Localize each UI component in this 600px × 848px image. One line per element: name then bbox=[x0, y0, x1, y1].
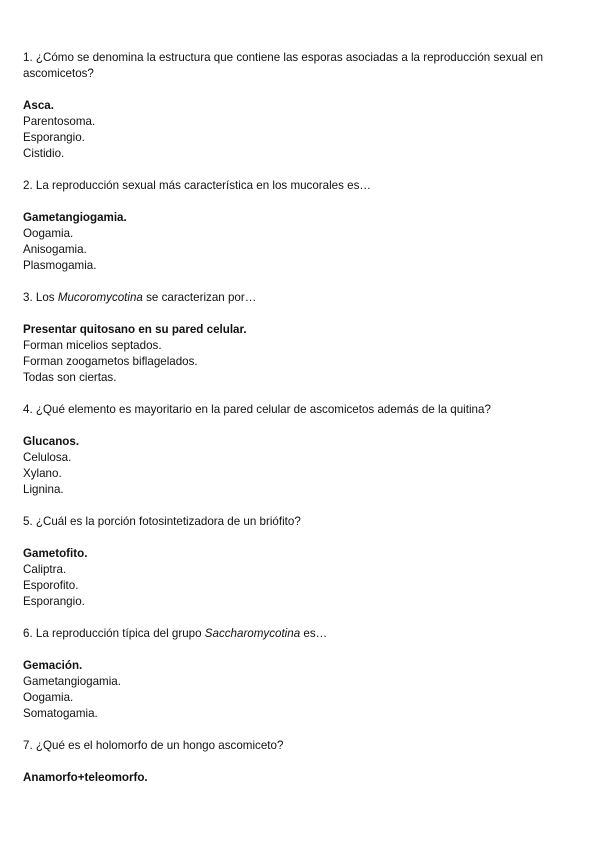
option: Cistidio. bbox=[23, 147, 65, 160]
question-text: 7. ¿Qué es el holomorfo de un hongo ascomiceto? bbox=[23, 739, 284, 752]
question-text: 6. La reproducción típica del grupo Saccharomycotina es… bbox=[23, 627, 328, 640]
correct-answer: Anamorfo+teleomorfo. bbox=[23, 771, 148, 784]
question-1 bbox=[23, 50, 578, 178]
option: Forman micelios septados. bbox=[23, 339, 162, 352]
question-7 bbox=[23, 738, 578, 786]
option: Plasmogamia. bbox=[23, 259, 97, 272]
question-4 bbox=[23, 402, 578, 514]
correct-answer: Asca. bbox=[23, 99, 54, 112]
question-text: 1. ¿Cómo se denomina la estructura que contiene las esporas asociadas a la reproducción sexual en ascomicetos? bbox=[23, 51, 544, 80]
question-text: 3. Los Mucoromycotina se caracterizan por… bbox=[23, 291, 257, 304]
question-text: 4. ¿Qué elemento es mayoritario en la pared celular de ascomicetos además de la quitina? bbox=[23, 403, 491, 416]
option: Forman zoogametos biflagelados. bbox=[23, 355, 198, 368]
correct-answer: Gemación. bbox=[23, 659, 83, 672]
option: Lignina. bbox=[23, 483, 64, 496]
correct-answer: Glucanos. bbox=[23, 435, 80, 448]
option: Todas son ciertas. bbox=[23, 371, 117, 384]
question-text: 5. ¿Cuál es la porción fotosintetizadora de un briófito? bbox=[23, 515, 301, 528]
question-3 bbox=[23, 290, 578, 402]
option: Gametangiogamia. bbox=[23, 675, 121, 688]
option: Celulosa. bbox=[23, 451, 72, 464]
option: Somatogamia. bbox=[23, 707, 98, 720]
question-6 bbox=[23, 626, 578, 738]
option: Oogamia. bbox=[23, 691, 74, 704]
option: Parentosoma. bbox=[23, 115, 96, 128]
option: Esporangio. bbox=[23, 595, 85, 608]
document-page bbox=[23, 50, 578, 786]
option: Anisogamia. bbox=[23, 243, 87, 256]
option: Xylano. bbox=[23, 467, 62, 480]
correct-answer: Gametofito. bbox=[23, 547, 88, 560]
option: Esporangio. bbox=[23, 131, 85, 144]
question-5 bbox=[23, 514, 578, 626]
correct-answer: Presentar quitosano en su pared celular. bbox=[23, 323, 247, 336]
correct-answer: Gametangiogamia. bbox=[23, 211, 127, 224]
option: Caliptra. bbox=[23, 563, 67, 576]
question-2 bbox=[23, 178, 578, 290]
question-text: 2. La reproducción sexual más característica en los mucorales es… bbox=[23, 179, 371, 192]
option: Esporofito. bbox=[23, 579, 79, 592]
option: Oogamia. bbox=[23, 227, 74, 240]
